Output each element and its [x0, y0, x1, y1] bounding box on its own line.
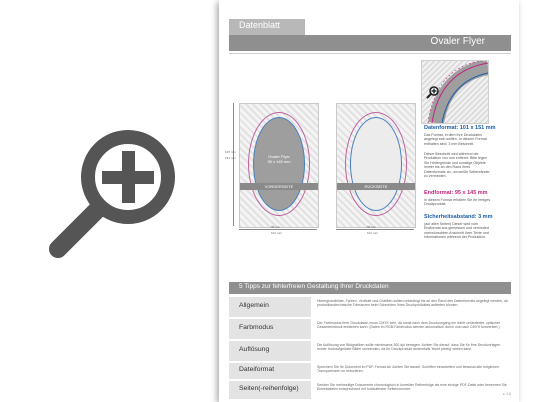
datasheet-page	[219, 0, 519, 402]
side-label: RÜCKSEITE	[337, 183, 415, 190]
tip-row	[229, 319, 511, 339]
tip-row	[229, 341, 511, 361]
dimension-line	[239, 229, 317, 230]
detail-magnifier	[421, 60, 489, 124]
end-format-text: In diesem Format erhalten Sie Ihr fertiges Druckprodukt.	[424, 198, 491, 207]
title-bar	[229, 35, 511, 51]
zoom-in-icon[interactable]	[426, 85, 440, 99]
version-number: v. 1.0	[502, 392, 511, 396]
end-format-heading: Endformat: 95 x 145 mm	[424, 190, 488, 196]
data-format-heading: Datenformat: 101 x 151 mm	[424, 125, 496, 131]
tip-label: Allgemein	[239, 302, 269, 309]
dimension-line	[336, 229, 414, 230]
front-side-panel	[239, 103, 319, 228]
back-side-panel	[336, 103, 416, 228]
tip-label-cell	[229, 319, 311, 339]
header-label: Datenblatt	[239, 20, 281, 30]
tip-row	[229, 363, 511, 379]
end-format-oval	[253, 117, 305, 211]
tip-label-cell	[229, 297, 311, 317]
tip-text: Hintergrundbilder, Farben, Verläufe und Grafiken sollten unbedingt bis an den Rand des Datenformats angelegt werden, da produktionstechnische Toleranzen beim Schneiden Ihres Druckproduktes auftreten können.	[317, 299, 508, 308]
tip-text: Senden Sie mehrseitige Dokumente chronologisch in korrekter Reihenfolge als eine einzige PDF-Datei oder benennen Sie Einzeldateien entsprechend mit fortlaufender Seitennummer.	[317, 383, 507, 392]
page-title: Ovaler Flyer	[430, 36, 485, 47]
side-label: VORDERSEITE	[240, 183, 318, 190]
oval-label: Ovaler Flyer 95 x 145 mm	[267, 154, 291, 164]
tip-text: Der Farbmodus Ihrer Druckdaten muss CMYK sein, da sonst nach dem Druckvorgang ein leicht veränderter, optischer Gesamteindruck entstehen kann. (Daten im RGB-Farbmodus werden automatisch durch uns nach CMYK konvertiert.)	[317, 321, 501, 330]
dimension-width: 95 mm	[271, 225, 281, 229]
tips-bar	[229, 282, 511, 294]
safety-text: (auf allen Seiten) Dieser wird vom Endformat aus gemessen und verhindert unerwünschten Anschnitt Ihrer Texte und Informationen während der Produktion.	[424, 222, 489, 240]
tip-label-cell	[229, 341, 311, 361]
bleed-oval	[345, 112, 407, 216]
safety-heading: Sicherheitsabstand: 3 mm	[424, 214, 493, 220]
divider	[229, 53, 511, 54]
dimension-height: 151 mm	[225, 156, 236, 160]
end-format-oval	[350, 117, 402, 211]
dimension-line	[233, 103, 234, 226]
tip-label-cell	[229, 381, 311, 399]
dimension-width: 95 mm	[367, 225, 377, 229]
data-format-text: Dieser Beschnitt wird während der Produktion von uns entfernt. Bitte legen Sie Hintergründe und sonstige Objekte immer bis an den Rand Ihres Datenformats an, um weiße Seitenränder zu vermeiden.	[424, 152, 490, 179]
zoom-in-icon[interactable]	[40, 115, 190, 265]
dimension-width: 101 mm	[367, 231, 378, 235]
dimension-height: 145 mm	[225, 150, 236, 154]
tip-text: Speichern Sie Ihr Dokument im PDF-Format ab. Achten Sie darauf, Schriften einzubetten und bewusst alle möglichen Transparenzen zu reduzieren.	[317, 365, 499, 374]
dimension-width: 101 mm	[271, 231, 282, 235]
bleed-oval	[248, 112, 310, 216]
tip-label-cell	[229, 363, 311, 379]
tips-title: 5 Tipps zur fehlerfreien Gestaltung Ihrer Druckdaten	[239, 283, 389, 290]
header-tab	[229, 19, 305, 35]
tip-row	[229, 297, 511, 317]
tip-label: Farbmodus	[239, 324, 274, 331]
tip-label: Seiten(-reihenfolge)	[239, 385, 299, 392]
data-format-text: Das Format, in dem Ihre Druckdaten angelegt sein sollten. In diesem Format enthalten sind: 3 mm Beschnitt.	[424, 133, 487, 146]
tip-text: Die Auflösung von Bildgrafiken sollte mindestens 300 dpi betragen. Achten Sie darauf, dass Sie für Ihre Druckvorlagen immer hochaufgelöste Bilder verwenden, da Ihr Druckprodukt andernfalls 'leicht pixelig' wirken kann.	[317, 343, 501, 352]
tip-row	[229, 381, 511, 399]
tip-label: Auflösung	[239, 346, 270, 353]
tip-label: Dateiformat	[239, 366, 275, 373]
